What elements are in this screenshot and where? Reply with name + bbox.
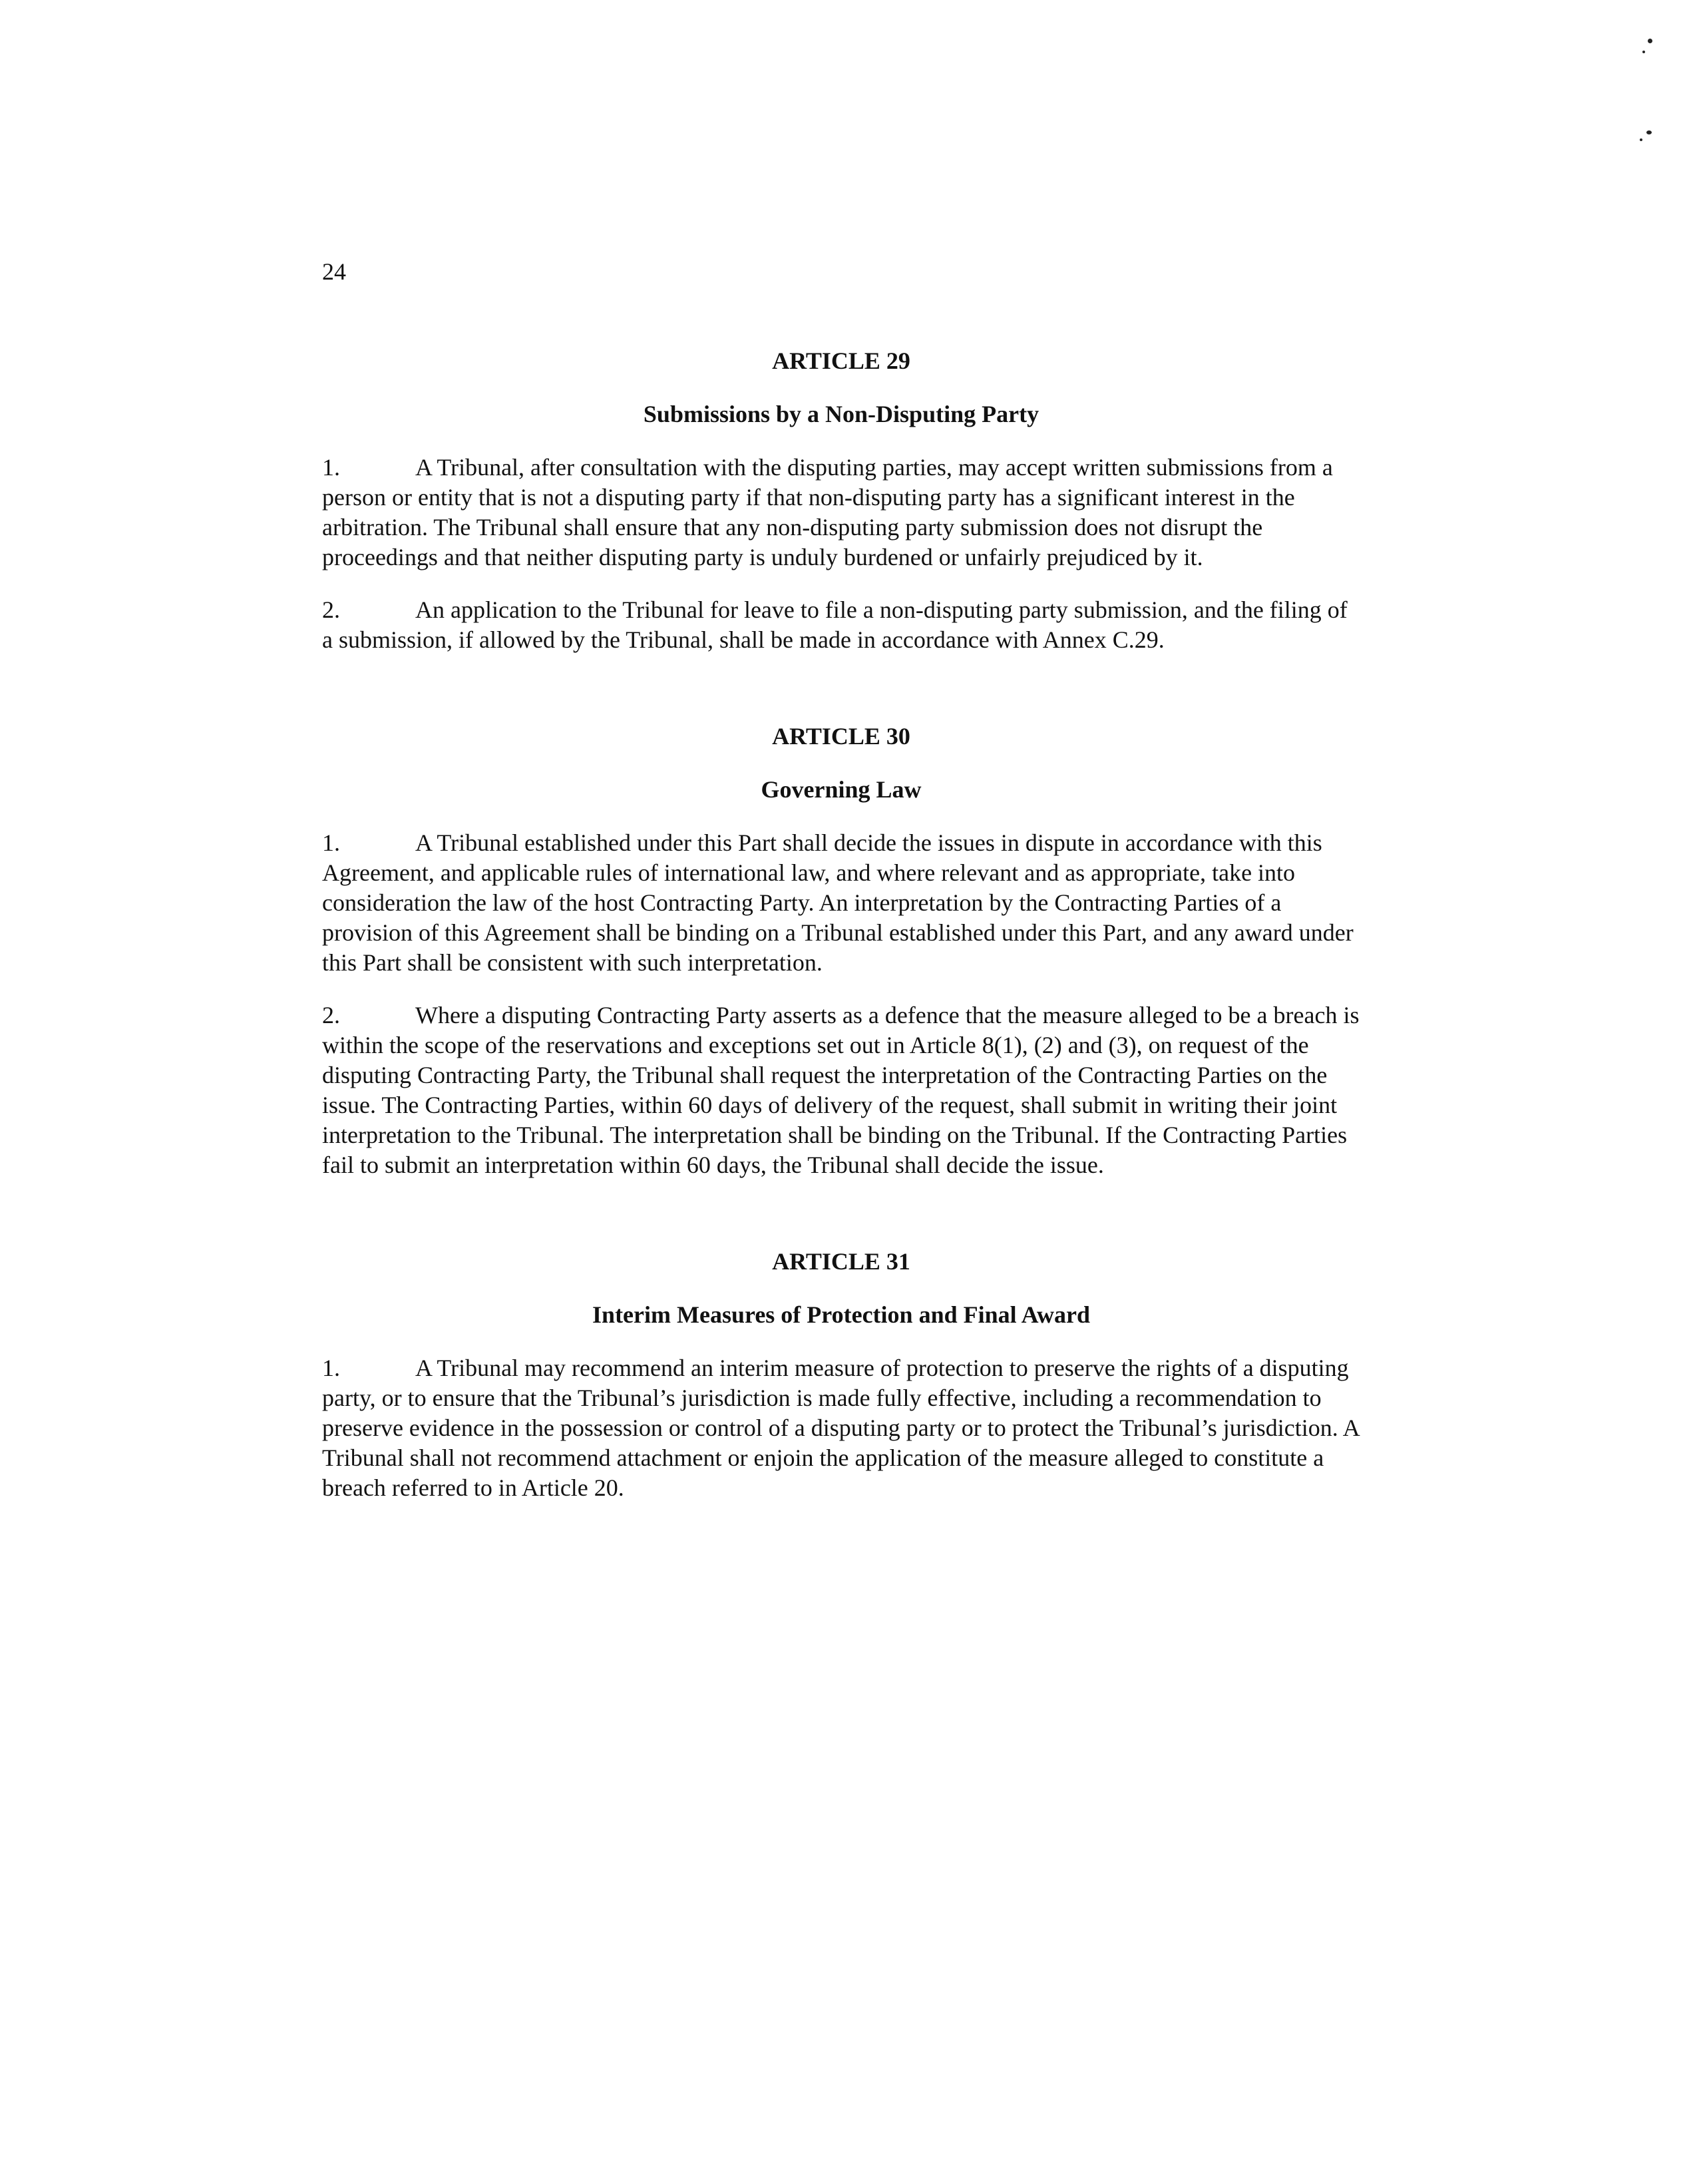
article-paragraph (322, 453, 1360, 572)
paragraph-number: 1. (322, 454, 340, 481)
scan-speck (1646, 130, 1652, 134)
article-heading: ARTICLE 31 (772, 1248, 910, 1275)
article-title: Submissions by a Non-Disputing Party (643, 401, 1039, 427)
paragraph-number: 1. (322, 829, 340, 856)
article-title: Governing Law (761, 776, 922, 803)
paragraph-text: Where a disputing Contracting Party asserts as a defence that the measure alleged to be a breach is within the scope of the reservations and exceptions set out in Article 8(1), (2) and (3), on request of the disputing Contracting Party, the Tribunal shall request the interpretation of the Contracting Parties on the issue. The Contracting Parties, within 60 days of delivery of the request, shall submit in writing their joint interpretation to the Tribunal. The interpretation shall be binding on the Tribunal. If the Contracting Parties fail to submit an interpretation within 60 days, the Tribunal shall decide the issue. (322, 1002, 1360, 1178)
article-paragraph (322, 1353, 1360, 1503)
article-heading: ARTICLE 29 (772, 347, 910, 374)
paragraph-number: 1. (322, 1355, 340, 1381)
article-title: Interim Measures of Protection and Final Award (592, 1301, 1090, 1328)
article-heading: ARTICLE 30 (772, 723, 910, 750)
paragraph-number: 2. (322, 596, 340, 623)
paragraph-number: 2. (322, 1002, 340, 1028)
scan-speck (1640, 138, 1642, 141)
article-30 (322, 722, 1360, 1180)
article-paragraph (322, 1000, 1360, 1180)
paragraph-text: A Tribunal established under this Part shall decide the issues in dispute in accordance with this Agreement, and applicable rules of international law, and where relevant and as appropriate, take into consideration the law of the host Contracting Party. An interpretation by the Contracting Parties of a provision of this Agreement shall be binding on a Tribunal established under this Part, and any award under this Part shall be consistent with such interpretation. (322, 829, 1354, 976)
page-number: 24 (322, 258, 346, 285)
scan-speck (1642, 51, 1645, 53)
scan-speck (1648, 39, 1652, 43)
document-body (322, 346, 1360, 1570)
paragraph-text: An application to the Tribunal for leave to file a non-disputing party submission, and the filing of a submission, if allowed by the Tribunal, shall be made in accordance with Annex C.29. (322, 596, 1348, 653)
article-paragraph (322, 595, 1360, 655)
article-paragraph (322, 828, 1360, 978)
paragraph-text: A Tribunal may recommend an interim measure of protection to preserve the rights of a disputing party, or to ensure that the Tribunal’s jurisdiction is made fully effective, including a recommendation to preserve evidence in the possession or control of a disputing party or to protect the Tribunal’s jurisdiction. A Tribunal shall not recommend attachment or enjoin the application of the measure alleged to constitute a breach referred to in Article 20. (322, 1355, 1359, 1501)
article-31 (322, 1247, 1360, 1503)
paragraph-text: A Tribunal, after consultation with the disputing parties, may accept written submissions from a person or entity that is not a disputing party if that non-disputing party has a significant interest in the arbitration. The Tribunal shall ensure that any non-disputing party submission does not disrupt the proceedings and that neither disputing party is unduly burdened or unfairly prejudiced by it. (322, 454, 1333, 570)
article-29 (322, 346, 1360, 655)
